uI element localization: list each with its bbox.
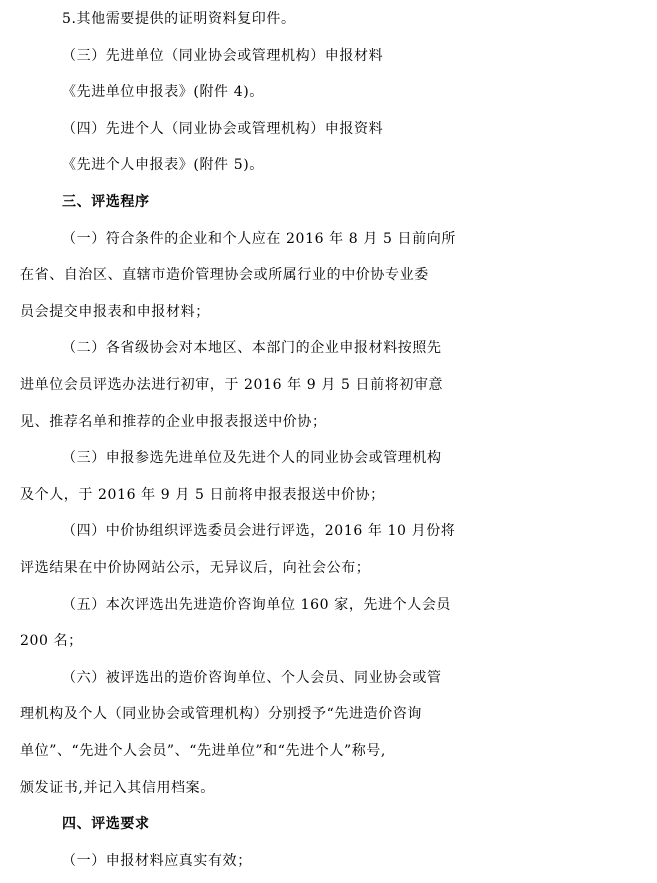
text-line: （四）先进个人（同业协会或管理机构）申报资料 (62, 120, 384, 137)
text-line: 5.其他需要提供的证明资料复印件。 (62, 11, 296, 27)
text-line: 200 名； (20, 633, 83, 650)
text-line: 《先进个人申报表》(附件 5)。 (62, 157, 264, 174)
text-line: （三）先进单位（同业协会或管理机构）申报材料 (62, 47, 384, 64)
text-line: （三）申报参选先进单位及先进个人的同业协会或管理机构 (62, 450, 442, 467)
text-line: （六）被评选出的造价咨询单位、个人会员、同业协会或管 (62, 669, 442, 686)
text-line: （一）申报材料应真实有效； (62, 852, 252, 869)
text-line: 见、推荐名单和推荐的企业申报表报送中价协； (20, 413, 327, 430)
text-line: 单位”、“先进个人会员”、“先进单位”和“先进个人”称号, (20, 743, 386, 759)
text-line: 理机构及个人（同业协会或管理机构）分别授予“先进造价咨询 (20, 706, 422, 723)
text-line: 进单位会员评选办法进行初审，于 2016 年 9 月 5 日前将初审意 (20, 377, 444, 393)
text-line: （五）本次评选出先进造价咨询单位 160 家，先进个人会员 (62, 596, 452, 613)
section-heading: 三、评选程序 (62, 194, 150, 210)
text-line: 评选结果在中价协网站公示，无异议后，向社会公布； (20, 560, 371, 576)
text-line: 员会提交申报表和申报材料； (20, 303, 210, 320)
text-line: 《先进单位申报表》(附件 4)。 (62, 84, 264, 101)
text-line: （一）符合条件的企业和个人应在 2016 年 8 月 5 日前向所 (62, 230, 456, 247)
text-line: 颁发证书,并记入其信用档案。 (20, 779, 215, 796)
text-line: （二）各省级协会对本地区、本部门的企业申报材料按照先 (62, 340, 442, 357)
text-line: 在省、自治区、直辖市造价管理协会或所属行业的中价协专业委 (20, 267, 429, 284)
text-line: 及个人，于 2016 年 9 月 5 日前将申报表报送中价协； (20, 486, 385, 503)
text-line: （四）中价协组织评选委员会进行评选，2016 年 10 月份将 (62, 523, 456, 540)
section-heading: 四、评选要求 (62, 816, 150, 833)
